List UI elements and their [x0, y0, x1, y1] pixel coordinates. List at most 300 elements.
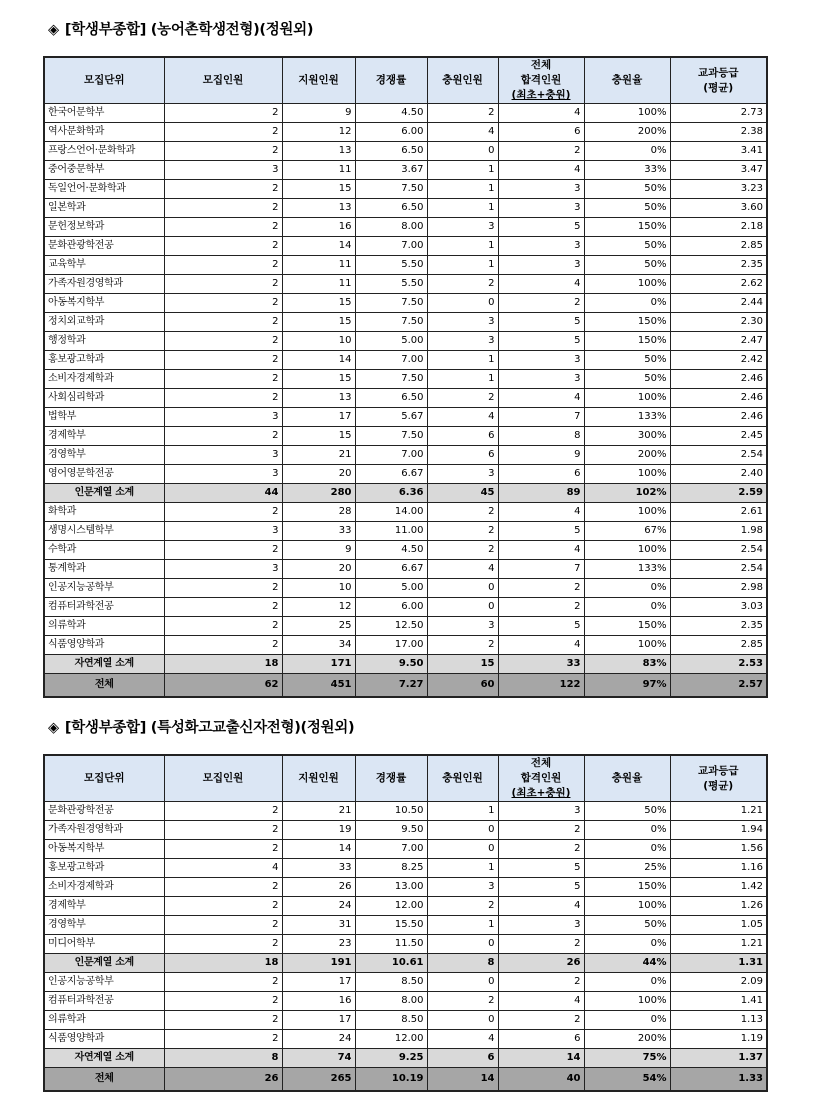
header-total-admitted-line2: 합격인원	[520, 74, 562, 86]
cell-ratio: 5.50	[355, 256, 427, 275]
table-row	[44, 973, 767, 992]
cell-additional: 15	[427, 655, 498, 674]
cell-ratio: 13.00	[355, 878, 427, 897]
cell-total-admitted: 3	[498, 180, 584, 199]
cell-additional: 2	[427, 104, 498, 123]
cell-total-admitted: 8	[498, 427, 584, 446]
subtotal-row-sciences	[44, 1049, 767, 1068]
cell-additional-rate: 150%	[584, 313, 670, 332]
cell-ratio: 9.50	[355, 821, 427, 840]
cell-total-admitted: 4	[498, 389, 584, 408]
section-title-text: [학생부종합] (특성화고교출신자전형)(정원외)	[64, 720, 355, 736]
table-header-row	[44, 57, 767, 104]
cell-quota: 2	[164, 598, 282, 617]
cell-additional-rate: 50%	[584, 180, 670, 199]
subtotal-row-humanities	[44, 484, 767, 503]
table-row	[44, 104, 767, 123]
cell-additional-rate: 100%	[584, 541, 670, 560]
table-row	[44, 897, 767, 916]
cell-unit: 인공지능공학부	[44, 973, 164, 992]
cell-quota: 2	[164, 840, 282, 859]
cell-additional-rate: 200%	[584, 446, 670, 465]
cell-unit: 통계학과	[44, 560, 164, 579]
cell-grade: 1.33	[670, 1068, 767, 1092]
table-row	[44, 1030, 767, 1049]
cell-quota: 4	[164, 859, 282, 878]
cell-unit: 정치외교학과	[44, 313, 164, 332]
cell-additional-rate: 25%	[584, 859, 670, 878]
cell-grade: 2.47	[670, 332, 767, 351]
cell-additional-rate: 0%	[584, 579, 670, 598]
cell-applicants: 74	[282, 1049, 355, 1068]
cell-grade: 2.54	[670, 541, 767, 560]
cell-unit: 경영학부	[44, 916, 164, 935]
cell-quota: 2	[164, 427, 282, 446]
cell-grade: 3.47	[670, 161, 767, 180]
cell-quota: 2	[164, 973, 282, 992]
cell-applicants: 17	[282, 408, 355, 427]
cell-applicants: 15	[282, 370, 355, 389]
cell-additional-rate: 0%	[584, 1011, 670, 1030]
cell-additional-rate: 150%	[584, 617, 670, 636]
cell-additional: 0	[427, 935, 498, 954]
cell-applicants: 33	[282, 522, 355, 541]
cell-additional-rate: 0%	[584, 598, 670, 617]
cell-total-admitted: 5	[498, 313, 584, 332]
cell-ratio: 17.00	[355, 636, 427, 655]
cell-total-admitted: 7	[498, 408, 584, 427]
cell-unit: 가족자원경영학과	[44, 275, 164, 294]
cell-ratio: 10.50	[355, 802, 427, 821]
cell-total-admitted: 4	[498, 104, 584, 123]
cell-quota: 18	[164, 655, 282, 674]
cell-grade: 2.46	[670, 389, 767, 408]
cell-ratio: 12.00	[355, 1030, 427, 1049]
cell-additional: 0	[427, 821, 498, 840]
cell-unit: 문헌정보학과	[44, 218, 164, 237]
cell-quota: 2	[164, 802, 282, 821]
cell-quota: 2	[164, 389, 282, 408]
cell-ratio: 6.50	[355, 199, 427, 218]
cell-grade: 2.98	[670, 579, 767, 598]
cell-additional-rate: 200%	[584, 1030, 670, 1049]
cell-applicants: 14	[282, 351, 355, 370]
cell-quota: 2	[164, 636, 282, 655]
cell-total-admitted: 6	[498, 465, 584, 484]
cell-applicants: 191	[282, 954, 355, 973]
cell-additional-rate: 100%	[584, 503, 670, 522]
header-additional-rate: 충원율	[584, 57, 670, 104]
cell-grade: 3.03	[670, 598, 767, 617]
table-row	[44, 370, 767, 389]
cell-unit: 컴퓨터과학전공	[44, 598, 164, 617]
header-total-admitted-line2: 합격인원	[520, 772, 562, 784]
cell-ratio: 15.50	[355, 916, 427, 935]
cell-quota: 3	[164, 408, 282, 427]
diamond-icon: ◈	[48, 22, 59, 38]
table-row	[44, 465, 767, 484]
cell-quota: 2	[164, 142, 282, 161]
cell-grade: 1.37	[670, 1049, 767, 1068]
cell-unit: 한국어문학부	[44, 104, 164, 123]
cell-additional: 0	[427, 840, 498, 859]
table-row	[44, 446, 767, 465]
cell-additional-rate: 100%	[584, 275, 670, 294]
cell-additional: 1	[427, 237, 498, 256]
cell-ratio: 8.25	[355, 859, 427, 878]
cell-additional: 2	[427, 992, 498, 1011]
cell-additional-rate: 200%	[584, 123, 670, 142]
cell-total-admitted: 3	[498, 916, 584, 935]
cell-ratio: 7.50	[355, 427, 427, 446]
header-grade-line2: (평균)	[703, 779, 734, 792]
cell-unit: 경제학부	[44, 897, 164, 916]
cell-additional: 1	[427, 180, 498, 199]
cell-additional-rate: 100%	[584, 104, 670, 123]
header-applicants: 지원인원	[282, 755, 355, 802]
cell-unit: 홍보광고학과	[44, 351, 164, 370]
cell-ratio: 9.50	[355, 655, 427, 674]
cell-quota: 2	[164, 878, 282, 897]
cell-quota: 2	[164, 313, 282, 332]
table-row	[44, 992, 767, 1011]
cell-applicants: 31	[282, 916, 355, 935]
cell-applicants: 23	[282, 935, 355, 954]
cell-additional: 0	[427, 1011, 498, 1030]
cell-additional: 3	[427, 218, 498, 237]
cell-quota: 2	[164, 992, 282, 1011]
cell-additional-rate: 50%	[584, 802, 670, 821]
cell-applicants: 13	[282, 142, 355, 161]
cell-quota: 2	[164, 180, 282, 199]
table-row	[44, 522, 767, 541]
cell-ratio: 7.50	[355, 180, 427, 199]
table-row	[44, 351, 767, 370]
cell-additional-rate: 133%	[584, 408, 670, 427]
cell-ratio: 7.50	[355, 313, 427, 332]
admission-table-vocational	[43, 754, 768, 1092]
cell-unit: 식품영양학과	[44, 636, 164, 655]
cell-unit: 자연계열 소계	[44, 1049, 164, 1068]
cell-total-admitted: 122	[498, 674, 584, 698]
cell-unit: 독일언어·문화학과	[44, 180, 164, 199]
cell-ratio: 7.50	[355, 370, 427, 389]
cell-ratio: 6.67	[355, 465, 427, 484]
cell-grade: 1.56	[670, 840, 767, 859]
cell-grade: 2.57	[670, 674, 767, 698]
cell-grade: 2.45	[670, 427, 767, 446]
cell-additional-rate: 102%	[584, 484, 670, 503]
cell-total-admitted: 5	[498, 332, 584, 351]
cell-grade: 2.61	[670, 503, 767, 522]
cell-ratio: 5.50	[355, 275, 427, 294]
cell-grade: 2.62	[670, 275, 767, 294]
cell-grade: 2.42	[670, 351, 767, 370]
cell-quota: 2	[164, 123, 282, 142]
cell-applicants: 13	[282, 389, 355, 408]
cell-unit: 영어영문학전공	[44, 465, 164, 484]
cell-grade: 2.54	[670, 560, 767, 579]
cell-total-admitted: 2	[498, 840, 584, 859]
cell-additional-rate: 50%	[584, 256, 670, 275]
cell-additional: 3	[427, 313, 498, 332]
cell-quota: 2	[164, 897, 282, 916]
cell-applicants: 451	[282, 674, 355, 698]
cell-ratio: 6.50	[355, 389, 427, 408]
cell-grade: 3.60	[670, 199, 767, 218]
cell-additional: 6	[427, 1049, 498, 1068]
cell-additional: 8	[427, 954, 498, 973]
cell-ratio: 11.00	[355, 522, 427, 541]
cell-additional: 0	[427, 142, 498, 161]
cell-applicants: 15	[282, 180, 355, 199]
cell-additional-rate: 50%	[584, 370, 670, 389]
cell-quota: 2	[164, 916, 282, 935]
cell-total-admitted: 14	[498, 1049, 584, 1068]
cell-ratio: 4.50	[355, 104, 427, 123]
cell-ratio: 12.00	[355, 897, 427, 916]
cell-grade: 1.98	[670, 522, 767, 541]
table-row	[44, 256, 767, 275]
cell-additional-rate: 133%	[584, 560, 670, 579]
cell-unit: 홍보광고학과	[44, 859, 164, 878]
cell-quota: 2	[164, 1011, 282, 1030]
cell-additional: 1	[427, 256, 498, 275]
table-row	[44, 821, 767, 840]
cell-ratio: 8.50	[355, 1011, 427, 1030]
cell-additional: 1	[427, 370, 498, 389]
cell-additional: 4	[427, 123, 498, 142]
cell-additional-rate: 150%	[584, 332, 670, 351]
header-unit: 모집단위	[44, 57, 164, 104]
cell-applicants: 20	[282, 465, 355, 484]
cell-total-admitted: 5	[498, 859, 584, 878]
diamond-icon: ◈	[48, 720, 59, 736]
cell-additional-rate: 0%	[584, 840, 670, 859]
cell-total-admitted: 2	[498, 579, 584, 598]
cell-total-admitted: 2	[498, 973, 584, 992]
cell-grade: 2.53	[670, 655, 767, 674]
cell-total-admitted: 2	[498, 598, 584, 617]
table-row	[44, 237, 767, 256]
cell-additional-rate: 33%	[584, 161, 670, 180]
header-grade-line1: 교과등급	[697, 66, 739, 79]
cell-additional-rate: 0%	[584, 821, 670, 840]
header-additional: 충원인원	[427, 755, 498, 802]
cell-ratio: 7.00	[355, 351, 427, 370]
cell-additional-rate: 44%	[584, 954, 670, 973]
cell-grade: 1.16	[670, 859, 767, 878]
table-row	[44, 408, 767, 427]
cell-quota: 2	[164, 104, 282, 123]
table-row	[44, 878, 767, 897]
cell-ratio: 6.00	[355, 598, 427, 617]
header-ratio: 경쟁률	[355, 755, 427, 802]
cell-ratio: 6.00	[355, 123, 427, 142]
cell-applicants: 17	[282, 1011, 355, 1030]
cell-total-admitted: 5	[498, 617, 584, 636]
cell-unit: 문화관광학전공	[44, 237, 164, 256]
cell-grade: 2.59	[670, 484, 767, 503]
table-row	[44, 503, 767, 522]
cell-additional-rate: 50%	[584, 351, 670, 370]
cell-unit: 미디어학부	[44, 935, 164, 954]
total-row	[44, 1068, 767, 1092]
cell-quota: 2	[164, 294, 282, 313]
cell-grade: 1.26	[670, 897, 767, 916]
cell-quota: 2	[164, 218, 282, 237]
cell-unit: 아동복지학부	[44, 840, 164, 859]
cell-ratio: 8.50	[355, 973, 427, 992]
cell-additional-rate: 100%	[584, 465, 670, 484]
cell-ratio: 12.50	[355, 617, 427, 636]
cell-grade: 2.18	[670, 218, 767, 237]
cell-total-admitted: 7	[498, 560, 584, 579]
table-row	[44, 579, 767, 598]
cell-quota: 3	[164, 161, 282, 180]
header-total-admitted-line1: 전체	[530, 757, 552, 769]
cell-additional: 2	[427, 522, 498, 541]
cell-ratio: 10.19	[355, 1068, 427, 1092]
header-grade-line2: (평균)	[703, 81, 734, 94]
cell-applicants: 11	[282, 256, 355, 275]
cell-quota: 3	[164, 465, 282, 484]
cell-additional-rate: 0%	[584, 142, 670, 161]
table-row	[44, 840, 767, 859]
cell-additional: 0	[427, 598, 498, 617]
cell-unit: 인문계열 소계	[44, 954, 164, 973]
cell-grade: 1.05	[670, 916, 767, 935]
cell-unit: 중어중문학부	[44, 161, 164, 180]
cell-total-admitted: 3	[498, 199, 584, 218]
cell-total-admitted: 4	[498, 161, 584, 180]
table-row	[44, 859, 767, 878]
cell-applicants: 12	[282, 123, 355, 142]
cell-additional-rate: 100%	[584, 992, 670, 1011]
cell-unit: 자연계열 소계	[44, 655, 164, 674]
cell-unit: 인공지능공학부	[44, 579, 164, 598]
cell-grade: 2.30	[670, 313, 767, 332]
cell-grade: 2.35	[670, 256, 767, 275]
cell-grade: 2.73	[670, 104, 767, 123]
cell-unit: 수학과	[44, 541, 164, 560]
cell-grade: 2.44	[670, 294, 767, 313]
cell-additional-rate: 54%	[584, 1068, 670, 1092]
table-row	[44, 294, 767, 313]
table-row	[44, 617, 767, 636]
cell-applicants: 14	[282, 840, 355, 859]
cell-additional-rate: 0%	[584, 935, 670, 954]
header-additional: 충원인원	[427, 57, 498, 104]
cell-additional: 4	[427, 560, 498, 579]
cell-total-admitted: 4	[498, 897, 584, 916]
cell-unit: 문화관광학전공	[44, 802, 164, 821]
cell-additional: 0	[427, 294, 498, 313]
cell-grade: 1.42	[670, 878, 767, 897]
cell-applicants: 24	[282, 897, 355, 916]
cell-total-admitted: 2	[498, 294, 584, 313]
cell-unit: 식품영양학과	[44, 1030, 164, 1049]
table-row	[44, 389, 767, 408]
table-row	[44, 427, 767, 446]
cell-additional: 60	[427, 674, 498, 698]
cell-additional-rate: 100%	[584, 897, 670, 916]
cell-total-admitted: 2	[498, 821, 584, 840]
cell-additional: 3	[427, 878, 498, 897]
cell-unit: 법학부	[44, 408, 164, 427]
cell-grade: 2.85	[670, 237, 767, 256]
cell-grade: 1.21	[670, 802, 767, 821]
cell-additional: 1	[427, 859, 498, 878]
cell-total-admitted: 3	[498, 370, 584, 389]
cell-ratio: 14.00	[355, 503, 427, 522]
table-row	[44, 275, 767, 294]
cell-additional-rate: 83%	[584, 655, 670, 674]
cell-total-admitted: 5	[498, 878, 584, 897]
cell-total-admitted: 4	[498, 275, 584, 294]
cell-total-admitted: 4	[498, 636, 584, 655]
cell-quota: 3	[164, 560, 282, 579]
cell-unit: 경제학부	[44, 427, 164, 446]
cell-ratio: 10.61	[355, 954, 427, 973]
cell-total-admitted: 5	[498, 218, 584, 237]
cell-additional-rate: 67%	[584, 522, 670, 541]
cell-grade: 1.21	[670, 935, 767, 954]
cell-additional: 2	[427, 636, 498, 655]
cell-quota: 3	[164, 446, 282, 465]
cell-additional: 0	[427, 579, 498, 598]
cell-ratio: 4.50	[355, 541, 427, 560]
cell-applicants: 171	[282, 655, 355, 674]
cell-quota: 2	[164, 541, 282, 560]
cell-applicants: 11	[282, 161, 355, 180]
cell-additional: 4	[427, 1030, 498, 1049]
cell-quota: 44	[164, 484, 282, 503]
cell-additional-rate: 75%	[584, 1049, 670, 1068]
cell-ratio: 6.36	[355, 484, 427, 503]
cell-applicants: 16	[282, 218, 355, 237]
cell-grade: 1.31	[670, 954, 767, 973]
table-row	[44, 1011, 767, 1030]
cell-applicants: 11	[282, 275, 355, 294]
cell-total-admitted: 5	[498, 522, 584, 541]
cell-applicants: 280	[282, 484, 355, 503]
cell-quota: 2	[164, 935, 282, 954]
cell-additional: 2	[427, 389, 498, 408]
cell-applicants: 15	[282, 427, 355, 446]
cell-total-admitted: 89	[498, 484, 584, 503]
cell-applicants: 15	[282, 313, 355, 332]
cell-ratio: 7.00	[355, 237, 427, 256]
cell-quota: 2	[164, 821, 282, 840]
header-quota: 모집인원	[164, 57, 282, 104]
cell-ratio: 11.50	[355, 935, 427, 954]
cell-additional: 0	[427, 973, 498, 992]
section-title-vocational	[48, 716, 354, 737]
cell-applicants: 14	[282, 237, 355, 256]
table-row	[44, 802, 767, 821]
section-title-text: [학생부종합] (농어촌학생전형)(정원외)	[64, 22, 314, 38]
header-total-admitted	[498, 57, 584, 104]
section-title-rural	[48, 18, 313, 39]
cell-total-admitted: 33	[498, 655, 584, 674]
cell-total-admitted: 4	[498, 503, 584, 522]
cell-quota: 2	[164, 1030, 282, 1049]
cell-unit: 역사문화학과	[44, 123, 164, 142]
cell-ratio: 7.27	[355, 674, 427, 698]
cell-applicants: 15	[282, 294, 355, 313]
cell-additional: 14	[427, 1068, 498, 1092]
